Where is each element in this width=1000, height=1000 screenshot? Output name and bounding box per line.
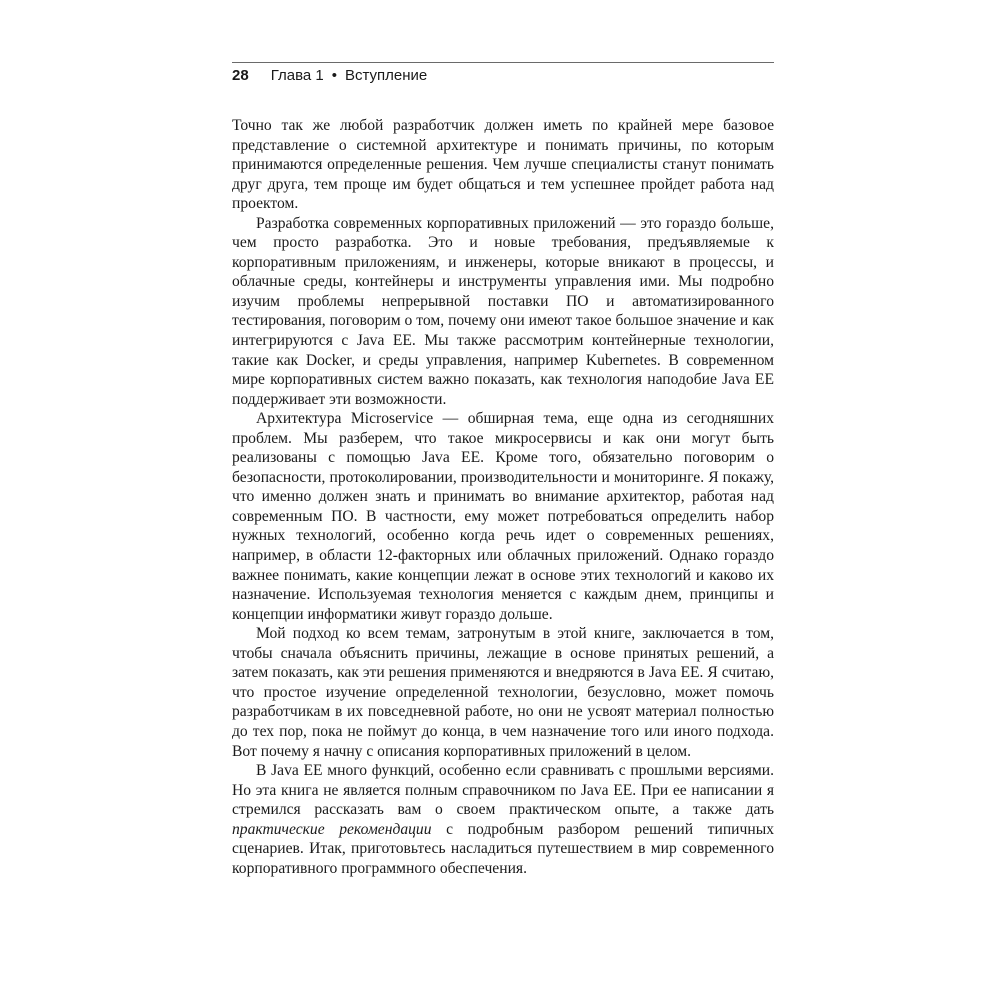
- paragraph-5-text-start: В Java EE много функций, особенно если сравнивать с прошлыми версиями. Но эта книга не является полным справочником по Java EE. При ее написании я стремился рассказать вам о своем практическом опыте, а также дать: [232, 762, 774, 819]
- chapter-label: Глава 1: [270, 67, 324, 84]
- paragraph-4: Мой подход ко всем темам, затронутым в этой книге, заключается в том, чтобы сначала объяснить причины, лежащие в основе принятых решений, а затем показать, как эти решения применяются и внедряются в Java EE. Я считаю, что простое изучение определенной технологии, безусловно, может помочь разработчикам в их повседневной работе, но они не усвоят материал полностью до тех пор, пока не поймут до конца, в чем назначение того или иного подхода. Вот почему я начну с описания корпоративных приложений в целом.: [232, 625, 774, 760]
- header-rule: [232, 62, 774, 63]
- paragraph-1: Точно так же любой разработчик должен иметь по крайней мере базовое представление о системной архитектуре и понимать причины, по которым принимаются определенные решения. Чем лучше специалисты станут понимать друг друга, тем проще им будет общаться и тем успешнее пройдет работа над проектом.: [232, 117, 774, 213]
- section-title: Вступление: [344, 67, 428, 84]
- paragraph-3: Архитектура Microservice — обширная тема, еще одна из сегодняшних проблем. Мы разберем, что такое микросервисы и как они могут быть реализованы с помощью Java EE. Кроме того, обязательно поговорим о безопасности, протоколировании, производительности и мониторинге. Я покажу, что именно должен знать и принимать во внимание архитектор, работая над современным ПО. В частности, ему может потребоваться определить набор нужных технологий, особенно когда речь идет о современных решениях, например, в области 12-факторных или облачных приложений. Однако гораздо важнее понимать, какие концепции лежат в основе этих технологий и каково их назначение. Используемая технология меняется с каждым днем, принципы и концепции информатики живут гораздо дольше.: [232, 410, 774, 623]
- paragraph-5-emphasis: практические рекомендации: [232, 820, 432, 838]
- paragraph-5: [232, 761, 774, 878]
- header-separator: •: [331, 67, 337, 84]
- page-number: 28: [232, 67, 249, 84]
- paragraph-5-text-end: с подробным разбором решений типичных сценариев. Итак, приготовьтесь насладиться путешествием в мир современного корпоративного программного обеспечения.: [232, 820, 774, 877]
- paragraph-2: Разработка современных корпоративных приложений — это гораздо больше, чем просто разработка. Это и новые требования, предъявляемые к корпоративным приложениям, и инженеры, которые вникают в процессы, и облачные среды, контейнеры и инструменты управления ими. Мы подробно изучим проблемы непрерывной поставки ПО и автоматизированного тестирования, поговорим о том, почему они имеют такое большое значение и как интегрируются с Java EE. Мы также рассмотрим контейнерные технологии, такие как Docker, и среды управления, например Kubernetes. В современном мире корпоративных систем важно показать, как технология наподобие Java EE поддерживает эти возможности.: [232, 214, 774, 408]
- page-body: [232, 116, 774, 878]
- running-header: [232, 66, 774, 86]
